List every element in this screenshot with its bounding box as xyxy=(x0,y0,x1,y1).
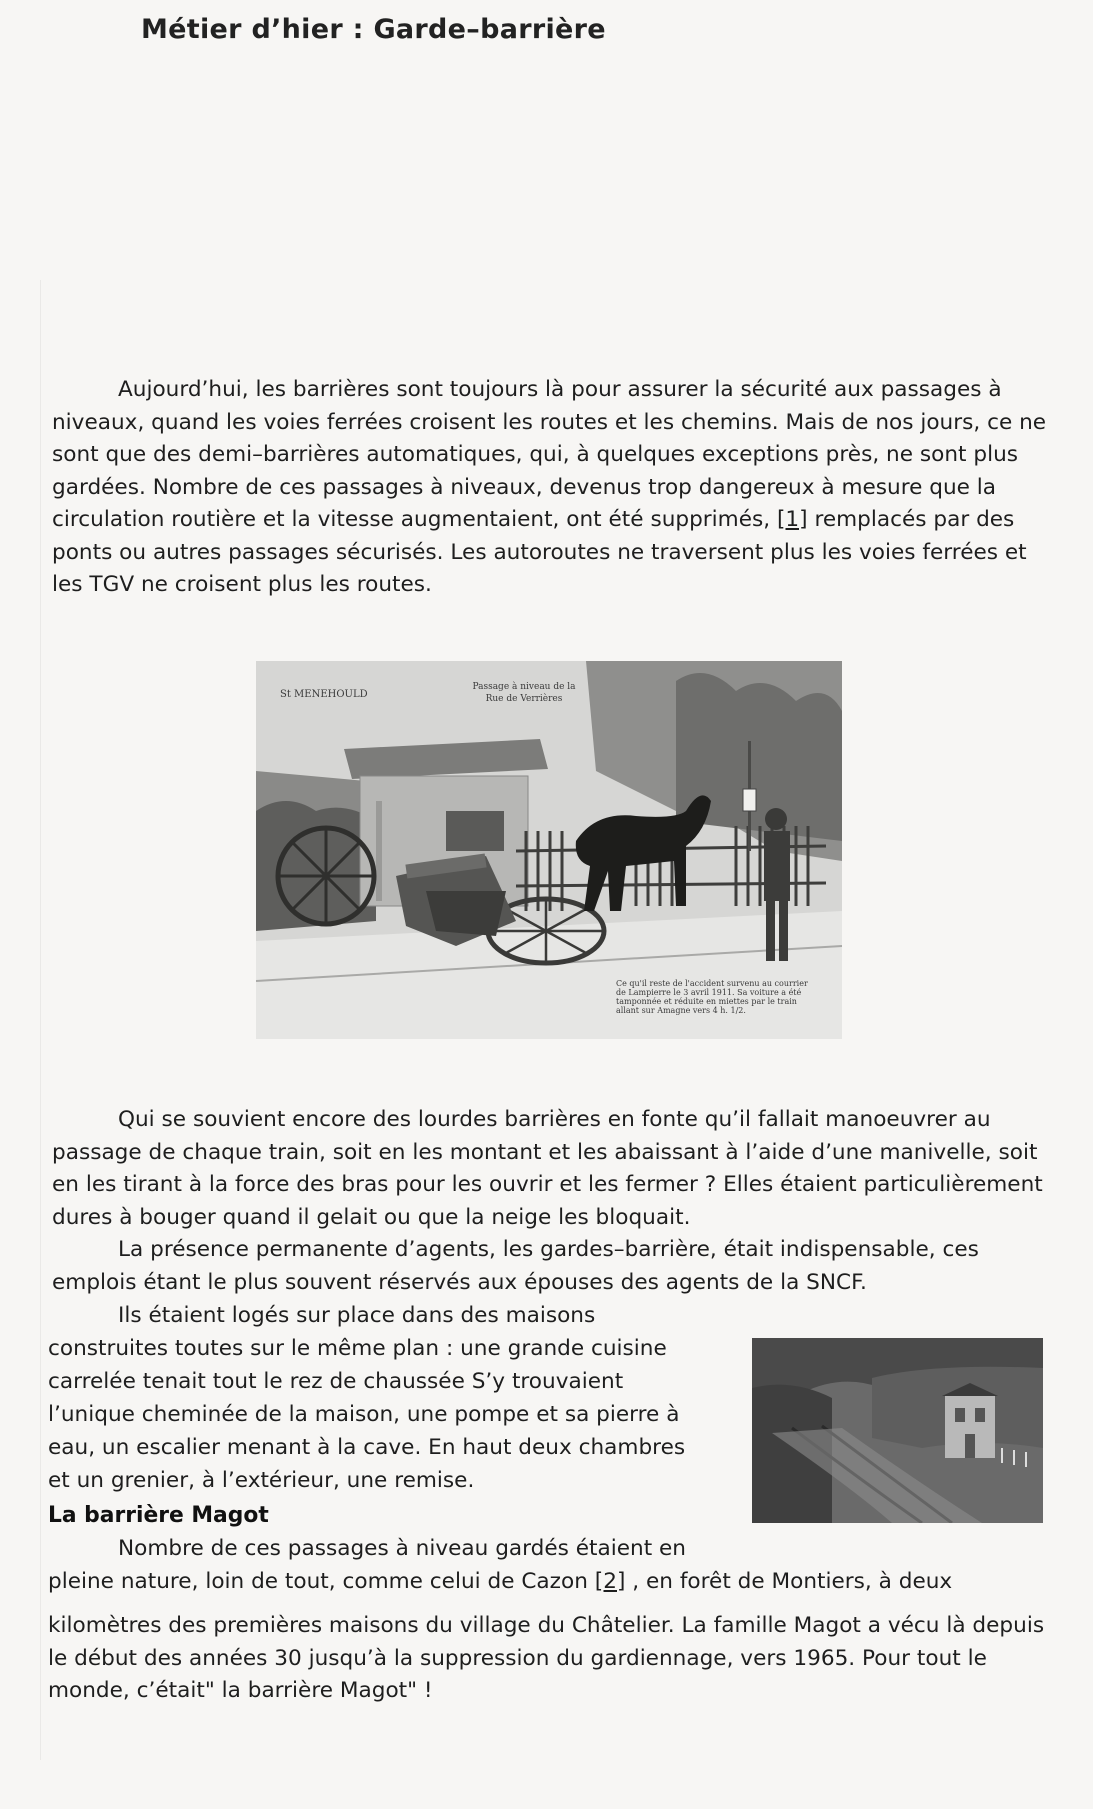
paragraph-intro-end-a: supprimés, xyxy=(650,507,771,532)
historic-postcard-photo xyxy=(256,661,842,1039)
postcard-caption-title: Passage à niveau de la Rue de Verrières xyxy=(472,682,576,704)
postcard-caption-place: St MENEHOULD xyxy=(280,689,368,700)
housing-line-6: et un grenier, à l’extérieur, une remise. xyxy=(48,1468,475,1493)
paragraph-intro xyxy=(52,374,1047,602)
page-title: Métier d’hier : Garde–barrière xyxy=(141,14,606,45)
magot-line-2-b: , en forêt de Montiers, à deux xyxy=(632,1569,953,1594)
magot-line-2-a: pleine nature, loin de tout, comme celui de Cazon xyxy=(48,1569,588,1594)
housing-line-3: carrelée tenait tout le rez de chaussée S’y trouvaient xyxy=(48,1369,624,1394)
section-heading-barriere-magot: La barrière Magot xyxy=(48,1503,269,1528)
paragraph-heavy-gates: Qui se souvient encore des lourdes barrières en fonte qu’il fallait manoeuvrer au passage de chaque train, soit en les montant et les abaissant à l’aide d’une manivelle, soit en les tirant à la force des bras pour les ouvrir et les fermer ? Elles étaient particulièrement dures à bouger quand il gelait ou que la neige les bloquait. xyxy=(52,1107,1043,1230)
paragraph-intro-text: Aujourd’hui, les barrières sont toujours là pour assurer la sécurité aux passages à niveaux, quand les voies ferrées croisent les routes et les chemins. Mais de nos jours, ce ne sont que des demi–barrières automatiques, qui, à quelques exceptions près, ne sont plus gardées. Nombre de ces passages à niveaux, devenus trop dangereux à mesure que la circulation routière et la vitesse augmentaient, ont été xyxy=(52,377,1047,532)
magot-paragraph-rest: kilomètres des premières maisons du village du Châtelier. La famille Magot a vécu là depuis le début des années 30 jusqu’à la suppression du gardiennage, vers 1965. Pour tout le monde, c’était" la barrière Magot" ! xyxy=(48,1613,1045,1703)
housing-line-5: eau, un escalier menant à la cave. En haut deux chambres xyxy=(48,1435,686,1460)
crossing-house-photo xyxy=(752,1338,1043,1523)
housing-line-4: l’unique cheminée de la maison, une pompe et sa pierre à xyxy=(48,1402,680,1427)
paragraph-agents: La présence permanente d’agents, les gardes–barrière, était indispensable, ces emplois étant le plus souvent réservés aux épouses des agents de la SNCF. xyxy=(52,1237,979,1295)
postcard-caption-description: Ce qu'il reste de l'accident survenu au courrier de Lampierre le 3 avril 1911. Sa voiture a été tamponnée et réduite en miettes par le train allant sur Amagne vers 4 h. 1/2. xyxy=(616,979,808,1015)
footnote-ref-1[interactable]: [1] xyxy=(776,507,808,532)
housing-line-2: construites toutes sur le même plan : une grande cuisine xyxy=(48,1336,667,1361)
housing-line-1: Ils étaient logés sur place dans des maisons xyxy=(118,1303,596,1328)
magot-line-1: Nombre de ces passages à niveau gardés étaient en xyxy=(118,1536,686,1561)
page-edge xyxy=(40,280,41,1760)
footnote-ref-2[interactable]: [2] xyxy=(594,1569,626,1594)
paragraph-intro-end-b: remplacés par des ponts ou autres passages sécurisés. Les autoroutes ne traversent plus les voies ferrées et les TGV ne croisent plus les routes. xyxy=(52,507,1027,597)
magot-line-2 xyxy=(48,1569,952,1594)
crossing-house-illustration xyxy=(752,1338,1043,1523)
